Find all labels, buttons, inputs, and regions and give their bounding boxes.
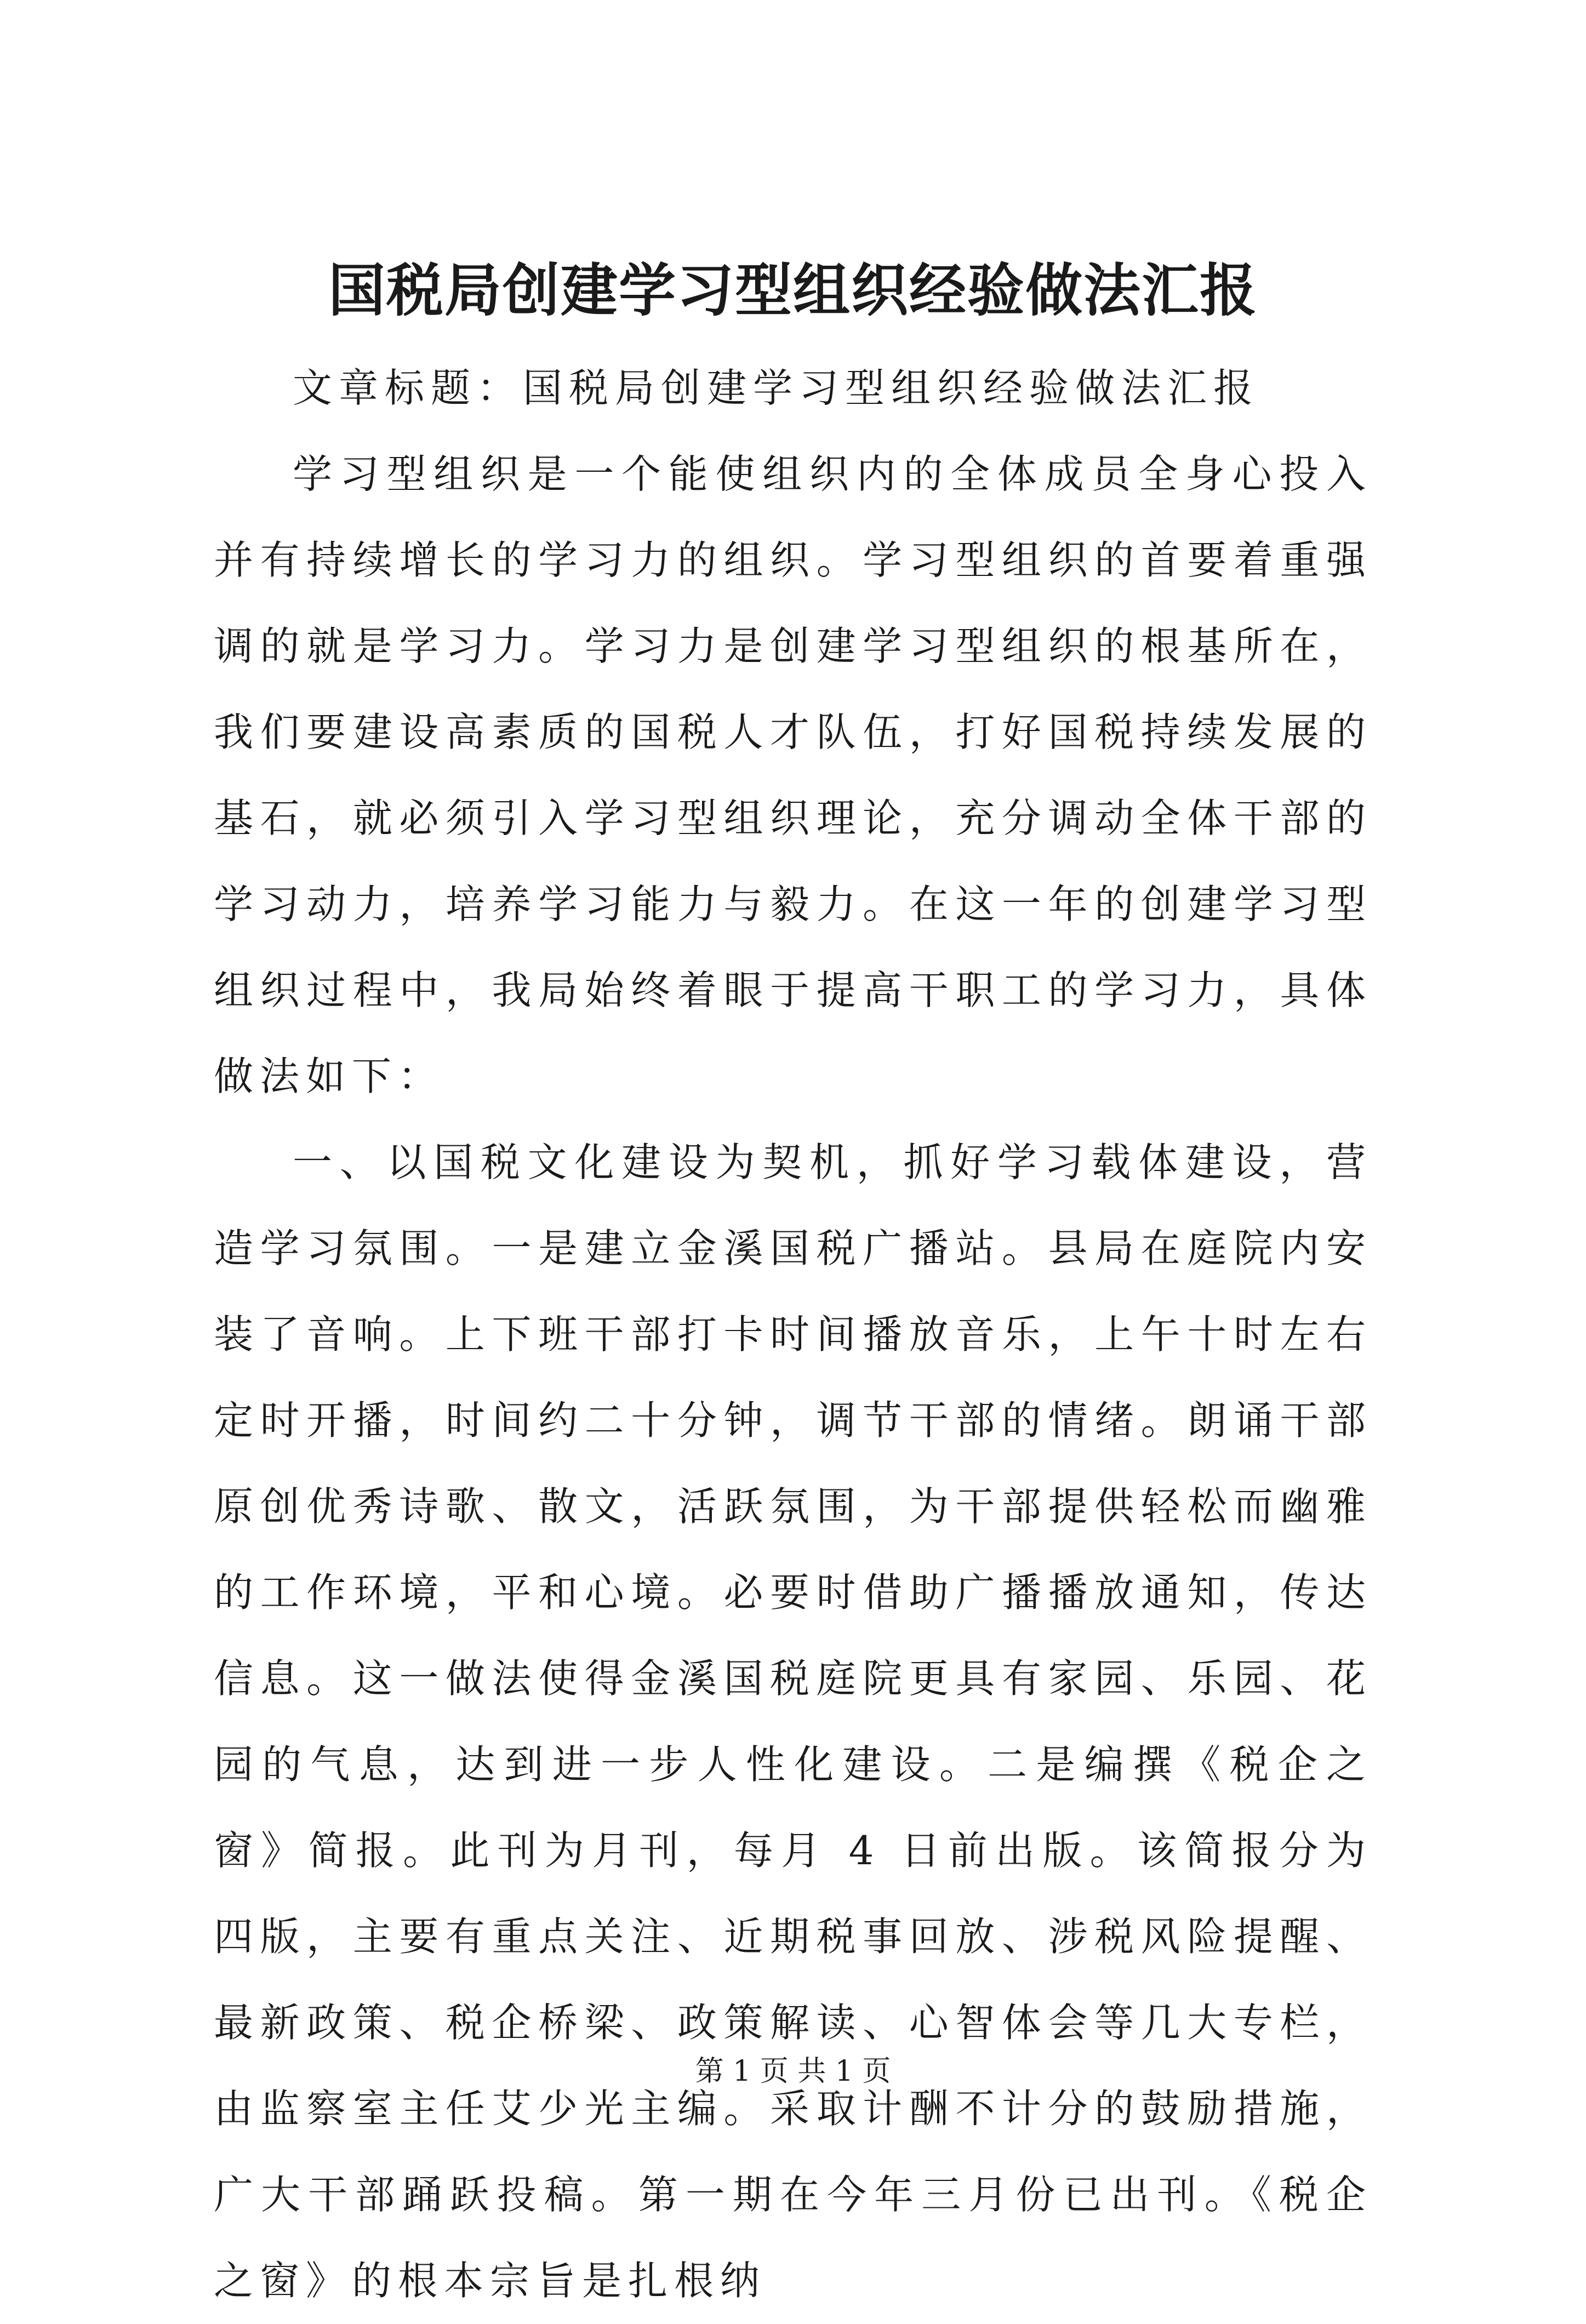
document-title: 国税局创建学习型组织经验做法汇报 [328,256,1258,324]
paragraph-introduction: 学习型组织是一个能使组织内的全体成员全身心投入并有持续增长的学习力的组织。学习型组织的首要着重强调的就是学习力。学习力是创建学习型组织的根基所在，我们要建设高素质的国税人才队伍，打好国税持续发展的基石，就必须引入学习型组织理论，充分调动全体干部的学习动力，培养学习能力与毅力。在这一年的创建学习型组织过程中，我局始终着眼于提高干职工的学习力，具体做法如下： [214,451,1372,1099]
paragraph-article-title: 文章标题：国税局创建学习型组织经验做法汇报 [293,365,1260,411]
paragraph-section-one: 一、以国税文化建设为契机，抓好学习载体建设，营造学习氛围。一是建立金溪国税广播站。县局在庭院内安装了音响。上下班干部打卡时间播放音乐，上午十时左右定时开播，时间约二十分钟，调节干部的情绪。朗诵干部原创优秀诗歌、散文，活跃氛围，为干部提供轻松而幽雅的工作环境，平和心境。必要时借助广播播放通知，传达信息。这一做法使得金溪国税庭院更具有家园、乐园、花园的气息，达到进一步人性化建设。二是编撰《税企之窗》简报。此刊为月刊，每月 4 日前出版。该简报分为四版，主要有重点关注、近期税事回放、涉税风险提醒、最新政策、税企桥梁、政策解读、心智体会等几大专栏，由监察室主任艾少光主编。采取计酬不计分的鼓励措施，广大干部踊跃投稿。第一期在今年三月份已出刊。《税企之窗》的根本宗旨是扎根纳 [214,1139,1372,2304]
page-number-footer: 第 1 页 共 1 页 [695,2055,891,2088]
document-body [214,345,1372,2324]
